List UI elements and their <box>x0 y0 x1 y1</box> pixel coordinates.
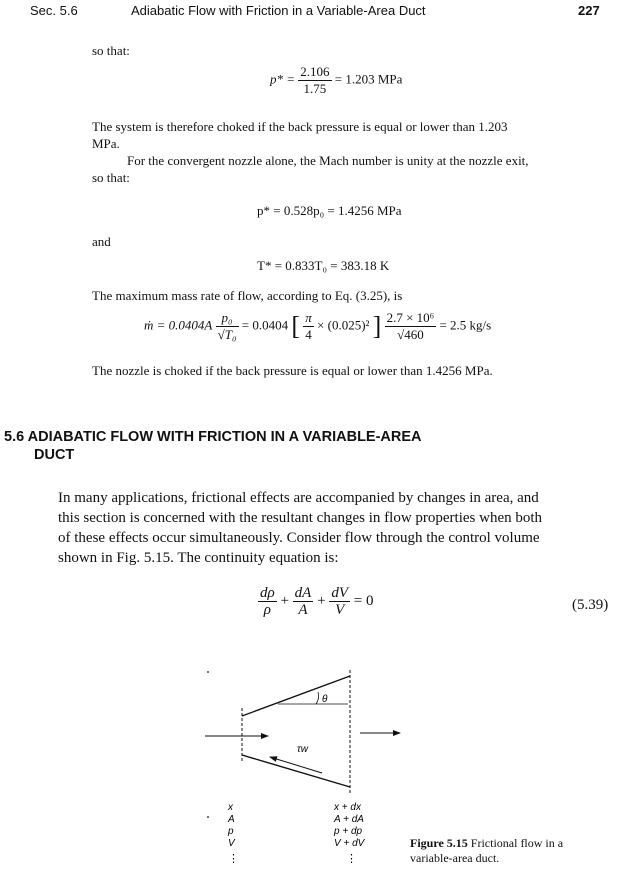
theta-arc <box>316 692 319 704</box>
right-label-p: p + dp <box>334 826 363 837</box>
eq1-fraction <box>298 64 331 97</box>
eq1-lhs: p* = <box>270 71 296 87</box>
figure-caption-label: Figure 5.15 <box>410 836 468 850</box>
equation-p-star-2: p* = 0.528p₀ = 1.4256 MPa <box>257 203 402 218</box>
eq5-term-3-num: dV <box>331 585 348 601</box>
eq4-fraction-2-den: √460 <box>397 327 424 342</box>
right-label-a: A + dA <box>334 814 364 825</box>
left-label-x: x <box>228 802 233 813</box>
figure-dot-bottom <box>207 816 209 818</box>
eq4-fraction-2 <box>385 310 437 343</box>
so-that-text: so that: <box>92 43 130 58</box>
right-label-x: x + dx <box>334 802 361 813</box>
equation-t-star: T* = 0.833T₀ = 383.18 K <box>257 258 390 273</box>
figure-caption-line-1 <box>410 836 563 851</box>
eq4-rhs: = 2.5 kg/s <box>439 317 492 333</box>
header-section: Sec. 5.6 <box>30 3 78 18</box>
left-label-p: p <box>228 826 234 837</box>
eq4-bracket-fraction <box>303 310 314 343</box>
tau-label: τw <box>297 744 308 755</box>
eq5-term-2-num: dA <box>294 585 312 601</box>
figure-dot-top <box>207 671 209 673</box>
paragraph-5-line-3: of these effects occur simultaneously. Consider flow through the control volume <box>58 530 540 546</box>
eq4-fraction-2-num: 2.7 × 10⁶ <box>386 310 435 325</box>
page-number: 227 <box>578 3 600 18</box>
paragraph-5-line-2: this section is concerned with the resultant changes in flow properties when both <box>58 510 543 526</box>
eq4-lhs: ṁ = 0.0404A <box>144 317 213 333</box>
eq4-bracket: [ <box>291 311 301 341</box>
left-label-a: A <box>228 814 235 825</box>
equation-number: (5.39) <box>572 597 609 613</box>
eq4-pi: π <box>305 310 312 325</box>
eq5-term-3-den: V <box>335 602 345 618</box>
header-title: Adiabatic Flow with Friction in a Variable-Area Duct <box>131 3 426 18</box>
paragraph-3: The maximum mass rate of flow, according to Eq. (3.25), is <box>92 288 403 303</box>
duct-top-wall <box>242 676 350 716</box>
left-label-ellipsis: ⋮ <box>228 853 239 865</box>
eq5-plus-2: + <box>317 592 326 609</box>
left-label-v: V <box>228 838 235 849</box>
right-label-ellipsis: ⋮ <box>346 853 357 865</box>
right-label-v: V + dV <box>334 838 365 849</box>
equation-p-star-1 <box>270 64 402 97</box>
paragraph-2-line-2: so that: <box>92 170 130 185</box>
eq4-fraction-1 <box>216 310 239 343</box>
paragraph-1-line-2: MPa. <box>92 136 120 151</box>
eq1-rhs: = 1.203 MPa <box>334 71 403 87</box>
eq4-fraction-1-num: p₀ <box>216 310 239 327</box>
equation-mass-flow <box>144 310 491 343</box>
eq4-bracket-rest: × (0.025)² <box>317 317 370 333</box>
eq4-mid: = 0.0404 <box>241 317 289 333</box>
eq5-rhs: = 0 <box>353 592 374 609</box>
eq5-plus-1: + <box>280 592 289 609</box>
eq4-bracket-close: ] <box>372 311 382 341</box>
eq5-term-2-den: A <box>298 602 308 618</box>
eq5-term-3 <box>329 585 350 618</box>
theta-label: θ <box>322 694 328 705</box>
eq1-denominator: 1.75 <box>303 81 327 96</box>
paragraph-4: The nozzle is choked if the back pressure is equal or lower than 1.4256 MPa. <box>92 363 493 378</box>
paragraph-2-line-1: For the convergent nozzle alone, the Mach number is unity at the nozzle exit, <box>127 153 529 168</box>
eq1-numerator: 2.106 <box>300 64 330 79</box>
and-text: and <box>92 234 111 249</box>
paragraph-5-line-1: In many applications, frictional effects are accompanied by changes in area, and <box>58 490 539 506</box>
paragraph-1-line-1: The system is therefore choked if the back pressure is equal or lower than 1.203 <box>92 119 508 134</box>
eq5-term-1-num: dρ <box>260 585 275 601</box>
figure-caption-line-2: variable-area duct. <box>410 851 500 865</box>
figure-caption-text-1: Frictional flow in a <box>470 836 564 850</box>
eq4-fraction-1-den: √T₀ <box>217 327 237 342</box>
eq5-term-2 <box>293 585 314 618</box>
eq5-term-1 <box>258 585 277 618</box>
eq4-four: 4 <box>305 327 312 342</box>
eq5-term-1-den: ρ <box>263 602 271 618</box>
paragraph-5-line-4: shown in Fig. 5.15. The continuity equation is: <box>58 550 339 566</box>
section-heading-line-2: DUCT <box>34 447 75 463</box>
duct-bottom-wall <box>242 755 350 787</box>
equation-continuity <box>258 585 373 618</box>
section-heading-line-1: 5.6 ADIABATIC FLOW WITH FRICTION IN A VARIABLE-AREA <box>4 429 422 445</box>
